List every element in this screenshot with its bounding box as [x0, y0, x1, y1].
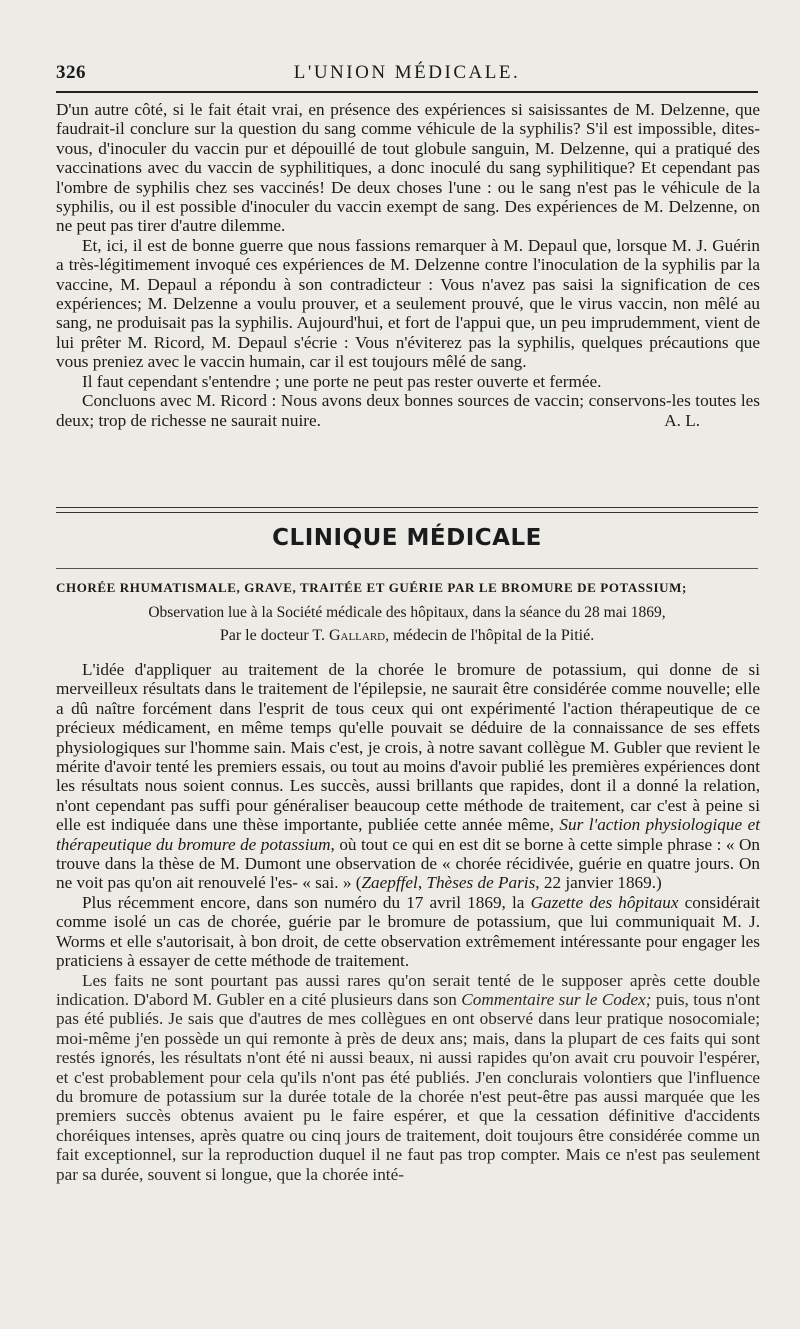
editorial-text [56, 100, 760, 430]
header-rule [56, 91, 758, 93]
paragraph: Et, ici, il est de bonne guerre que nous fassions remarquer à M. Depaul que, lorsque M. J. Guérin a très-légitimement invoqué ces expériences de M. Delzenne contre l'inoculation de la syphilis par la vaccine, M. Depaul a répondu à son contradicteur : Vous n'avez pas saisi la signification de ces expériences; M. Delzenne a voulu prouver, et a seulement prouvé, que le virus vaccin, non mêlé au sang, ne produisait pas la syphilis. Aujourd'hui, et fort de l'appui que, un peu imprudemment, vient de lui prêter M. Ricord, M. Depaul s'écrie : Vous n'éviterez pas la syphilis, quelques précautions que vous preniez avec le vaccin humain, car il est toujours mêlé de sang. [56, 235, 760, 372]
closing-line: Concluons avec M. Ricord : Nous avons deux bonnes sources de vaccin; conservons-les toutes les deux; trop de richesse ne saurait nuire. [56, 391, 760, 430]
text-run: , où tout ce qui en est dit se borne à cette simple phrase : « On trouve dans la thèse de M. Dumont une observation de « chorée récidivée, guérie en quatre jours. On ne voit pas qu'on ait renouvelé l'es- « sai. » ( [56, 834, 760, 893]
text-run: Plus récemment encore, dans son numéro du 17 avril 1869, la [82, 892, 531, 912]
section-rule [56, 568, 758, 569]
paragraph: D'un autre côté, si le fait était vrai, en présence des expériences si saisissantes de M. Delzenne, que faudrait-il conclure sur la question du sang comme véhicule de la syphilis? S'il est impossible, dites-vous, d'inoculer du vaccin pur et dépouillé de tout globule sanguin, M. Delzenne, qui a pratiqué des vaccinations avec du vaccin de syphilitiques, a donc inoculé du sang syphilitique? Et cependant pas l'ombre de syphilis chez ses vaccinés! De deux choses l'une : ou le sang n'est pas le véhicule de la syphilis, ou il est possible d'inoculer du vaccin exempt de sang. Des expériences de M. Delzenne, on ne peut pas tirer d'autre dilemme. [56, 100, 760, 236]
author-name: Gallard [328, 627, 386, 644]
text-run: considérait comme isolé un cas de chorée, guérie par le bromure de potassium, que lui communiquait M. J. Worms et elle s'autorisait, à bon droit, de cette observation extrêmement intéressante pour engager les praticiens à essayer de cette méthode de traitement. [56, 892, 761, 971]
closing-paragraph [56, 391, 760, 430]
text-run: puis, tous n'ont pas été publiés. Je sais que d'autres de mes collègues en ont observé dans leur pratique nosocomiale; moi-même j'en possède un qui remonte à près de deux ans; mais, dans la plupart de ces faits qui sont restés ignorés, les résultats n'ont été ni aussi beaux, ni aussi rapides qu'on avait cru pouvoir l'espérer, et c'est probablement pour cela qu'ils n'ont pas été publiés. J'en conclurais volontiers que l'influence du bromure de potassium sur la durée totale de la chorée n'est peut-être pas aussi marquée que les premiers succès obtenus avaient pu le faire espérer, et que la cessation définitive d'accidents choréiques intenses, après quatre ou cinq jours de traitement, doit toujours être considérée comme un fait exceptionnel, sur la reproduction duquel il ne faut pas trop compter. Mais ce n'est pas seulement par sa durée, souvent si longue, que la chorée inté- [56, 989, 760, 1184]
paragraph [56, 893, 760, 971]
text-run: L'idée d'appliquer au traitement de la chorée le bromure de potassium, qui donne de si merveilleux résultats dans le traitement de l'épilepsie, ne saurait être considérée comme nouvelle; elle a dû naître forcément dans l'esprit de tous ceux qui ont expérimenté l'action thérapeutique de ce précieux médicament, en même temps qu'elle pouvait se déduire de la connaissance de ses effets physiologiques sur l'homme sain. Mais c'est, je crois, à notre savant collègue M. Gubler que revient le mérite d'avoir tenté les premiers essais, ou tout au moins d'avoir publié les premières expériences dont les résultats nous soient connus. Les succès, aussi brillants que rapides, dont il a donné la relation, n'ont cependant pas suffi pour généraliser beaucoup cette méthode de traitement, car c'est à peine si elle est indiquée dans une thèse importante, publiée cette année même, [56, 660, 760, 835]
signature: A. L. [664, 410, 700, 430]
italic-title: Commentaire sur le Codex; [461, 989, 652, 1009]
text-run: , 22 janvier 1869.) [535, 873, 662, 893]
italic-title: Sur l'action physiologique et thérapeutique du bromure de potassium [56, 815, 760, 854]
author-suffix: , médecin de l'hôpital de la Pitié. [385, 627, 595, 644]
journal-title: L'UNION MÉDICALE. [293, 62, 521, 83]
author-prefix: Par le docteur T. [219, 627, 325, 644]
paragraph: Il faut cependant s'entendre ; une porte ne peut pas rester ouverte et fermée. [82, 371, 602, 391]
paragraph [56, 660, 760, 893]
text-run: , [417, 873, 427, 893]
citation-author: Zaepffel [361, 873, 418, 893]
paragraph [56, 971, 760, 1184]
text-run: Les faits ne sont pourtant pas aussi rares qu'on serait tenté de le supposer après cette double indication. D'abord M. Gubler en a cité plusieurs dans son [56, 970, 760, 1009]
page-number: 326 [56, 62, 86, 83]
observation-line: Observation lue à la Société médicale des hôpitaux, dans la séance du 28 mai 1869, [148, 604, 666, 621]
citation-title: Thèses de Paris [426, 873, 536, 893]
author-line [56, 627, 758, 645]
article-title: CHORÉE RHUMATISMALE, GRAVE, TRAITÉE ET GUÉRIE PAR LE BROMURE DE POTASSIUM; [56, 580, 687, 595]
article-text [56, 660, 760, 1184]
section-divider [56, 507, 758, 513]
page-header [56, 58, 758, 90]
italic-title: Gazette des hôpitaux [530, 892, 679, 912]
section-title: CLINIQUE MÉDICALE [272, 525, 542, 551]
